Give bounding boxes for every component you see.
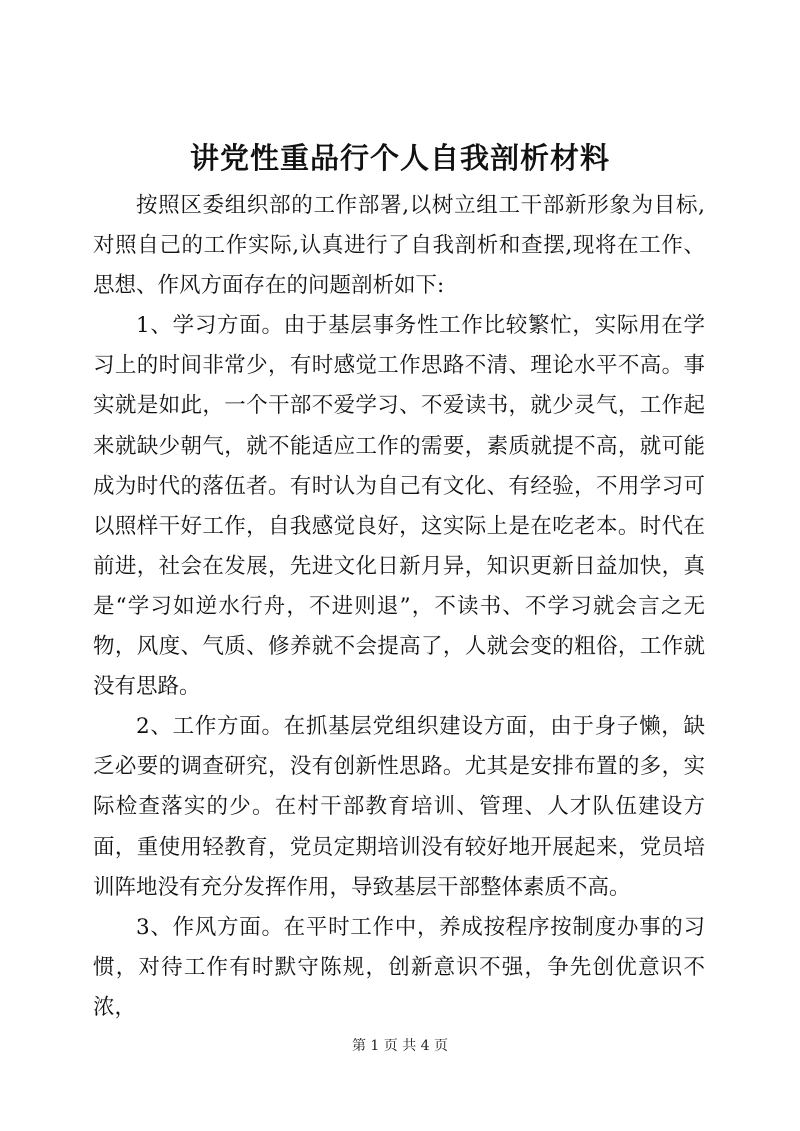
document-body [93,186,705,1028]
paragraph-intro: 按照区委组织部的工作部署,以树立组工干部新形象为目标,对照自己的工作实际,认真进行了自我剖析和查摆,现将在工作、思想、作风方面存在的问题剖析如下: [93,193,705,299]
document-title: 讲党性重品行个人自我剖析材料 [189,141,610,175]
paragraph-study: 1、学习方面。由于基层事务性工作比较繁忙，实际用在学习上的时间非常少，有时感觉工作思路不清、理论水平不高。事实就是如此，一个干部不爱学习、不爱读书，就少灵气，工作起来就缺少朝气，就不能适应工作的需要，素质就提不高，就可能成为时代的落伍者。有时认为自己有文化、有经验，不用学习可以照样干好工作，自我感觉良好，这实际上是在吃老本。时代在前进，社会在发展，先进文化日新月异，知识更新日益加快，真是“学习如逆水行舟，不进则退”，不读书、不学习就会言之无物，风度、气质、修养就不会提高了，人就会变的粗俗，工作就没有思路。 [93,313,705,700]
page-number-footer: 第 1 页 共 4 页 [351,1038,449,1054]
paragraph-work: 2、工作方面。在抓基层党组织建设方面，由于身子懒，缺乏必要的调查研究，没有创新性思路。尤其是安排布置的多，实际检查落实的少。在村干部教育培训、管理、人才队伍建设方面，重使用轻教育，党员定期培训没有较好地开展起来，党员培训阵地没有充分发挥作用，导致基层干部整体素质不高。 [93,714,705,900]
paragraph-style: 3、作风方面。在平时工作中，养成按程序按制度办事的习惯，对待工作有时默守陈规，创新意识不强，争先创优意识不浓， [93,914,705,1020]
